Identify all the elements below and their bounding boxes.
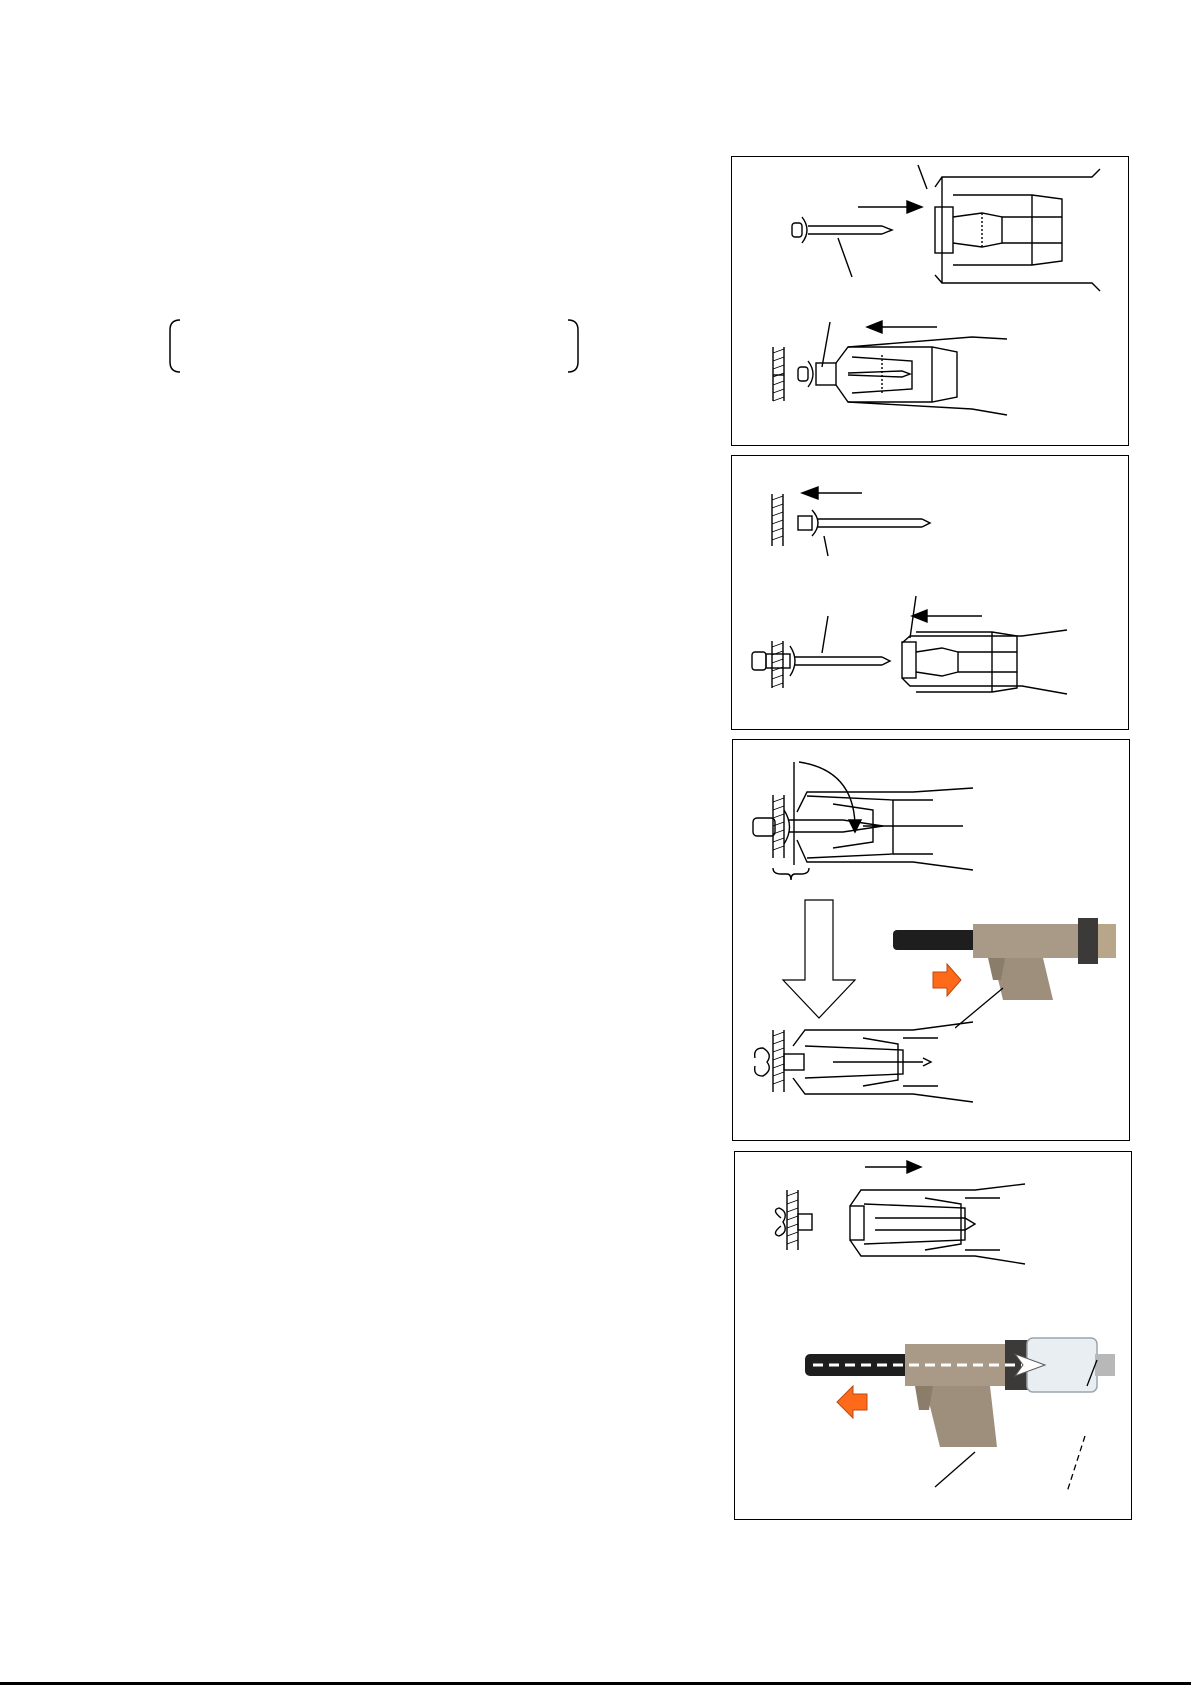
figure-panel-4	[734, 1151, 1132, 1520]
leader-lines	[865, 1192, 1125, 1502]
rivet-insert-diagram-icon	[732, 157, 1130, 447]
figure-panel-2	[731, 455, 1129, 730]
note-bracket	[168, 318, 580, 374]
figure-panel-3	[732, 739, 1130, 1141]
figure-panel-1	[731, 156, 1129, 446]
trigger-leader-line	[955, 980, 1025, 1030]
rivet-place-diagram-icon	[732, 456, 1130, 731]
